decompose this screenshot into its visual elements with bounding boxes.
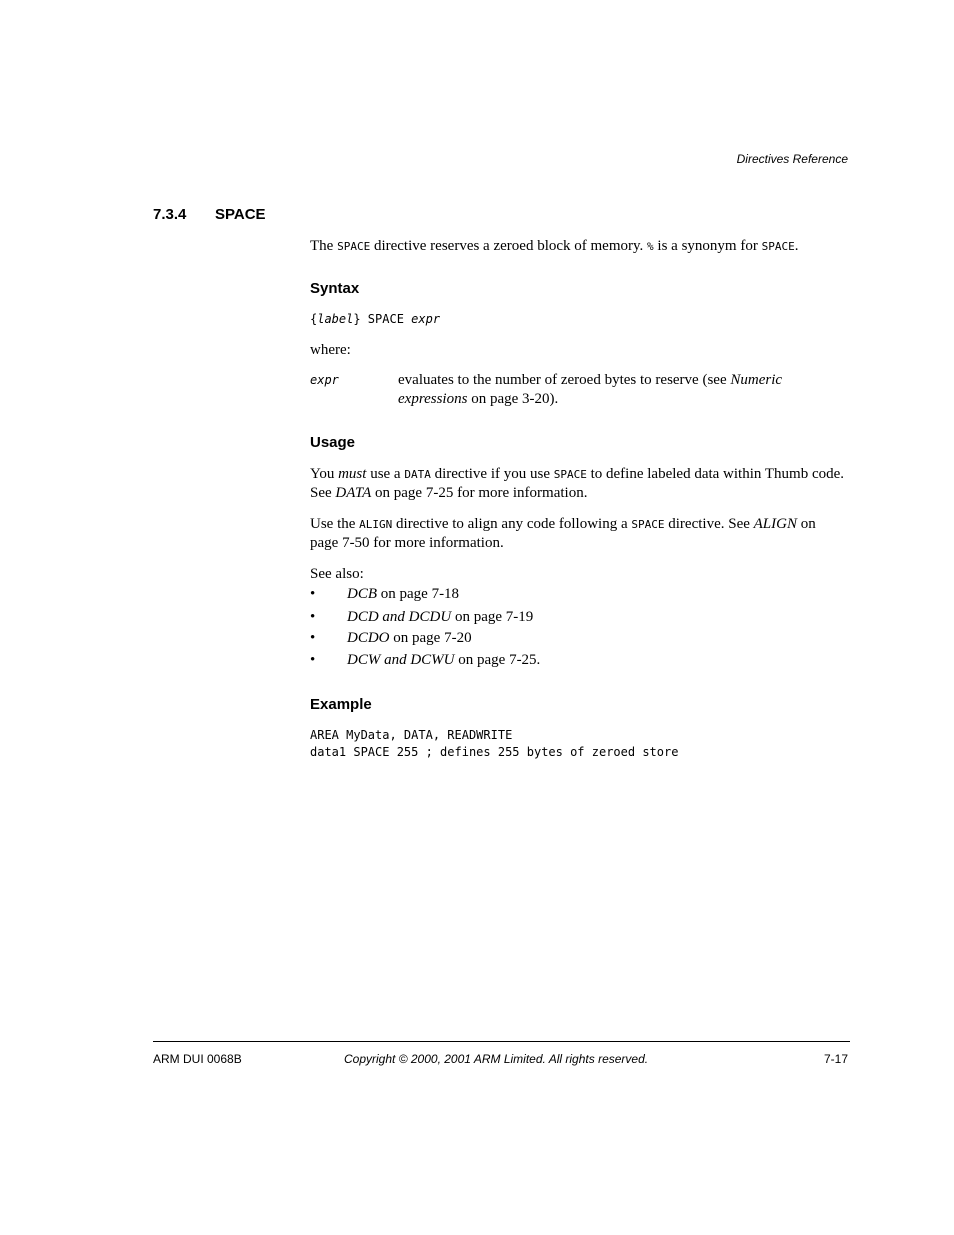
footer-rule [153,1041,850,1042]
bullet-mark: • [310,652,316,668]
document-id: ARM DUI 0068B [153,1052,242,1066]
bullet-mark: • [310,609,316,625]
bullet-mark: • [310,630,316,646]
see-also-item: DCB on page 7-18 [347,586,460,602]
section-number: 7.3.4 [153,206,187,223]
see-also-item: DCDO on page 7-20 [347,630,472,646]
param-name: expr [310,373,339,387]
see-also-item: DCW and DCWU on page 7-25. [347,652,541,668]
usage-paragraph-1: You must use a DATA directive if you use SPACE to define labeled data within Thumb code. See DATA on page 7-25 for more information. [310,466,845,501]
where-label: where: [310,342,351,358]
usage-paragraph-2: Use the ALIGN directive to align any code following a SPACE directive. See ALIGN on page 7-50 for more information. [310,516,816,551]
see-also-label: See also: [310,566,364,582]
see-also-item: DCD and DCDU on page 7-19 [347,609,534,625]
section-title: SPACE [215,206,266,223]
example-code-line-1: AREA MyData, DATA, READWRITE [310,728,513,742]
syntax-heading: Syntax [310,280,360,297]
syntax-line: {label} SPACE expr [310,312,441,326]
usage-heading: Usage [310,434,356,451]
intro-paragraph: The SPACE directive reserves a zeroed block of memory. % is a synonym for SPACE. [310,238,799,254]
bullet-mark: • [310,586,316,602]
example-heading: Example [310,696,372,713]
example-code-line-2: data1 SPACE 255 ; defines 255 bytes of zeroed store [310,745,679,759]
running-header: Directives Reference [736,152,848,166]
param-description: evaluates to the number of zeroed bytes to reserve (see Numeric expressions on page 3-20). [398,372,783,407]
copyright-notice: Copyright © 2000, 2001 ARM Limited. All rights reserved. [344,1052,649,1066]
page-number: 7-17 [823,1052,848,1066]
